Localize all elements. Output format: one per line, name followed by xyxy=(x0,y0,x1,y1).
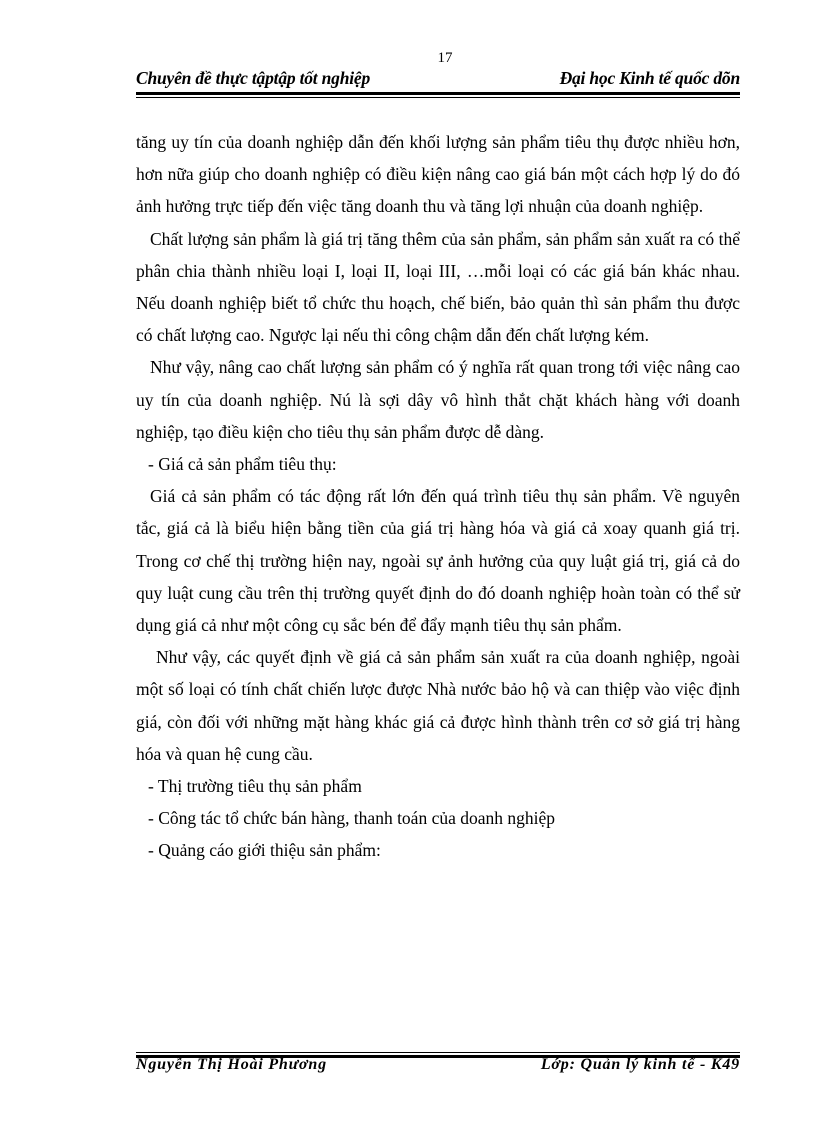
header-title: Chuyên đề thực tậptập tốt nghiệp xyxy=(136,68,371,88)
paragraph-4: Giá cả sản phẩm có tác động rất lớn đến quá trình tiêu thụ sản phẩm. Về nguyên tắc, giá cả là biểu hiện bằng tiền của giá trị hàng hóa và giá cả xoay quanh giá trị. Trong cơ chế thị trường hiện nay, ngoài sự ảnh hưởng của quy luật giá trị, giá cả do quy luật cung cầu trên thị trường quyết định do đó doanh nghiệp hoàn toàn có thể sử dụng giá cả như một công cụ sắc bén để đẩy mạnh tiêu thụ sản phẩm. xyxy=(136,486,740,636)
document-body xyxy=(136,126,740,867)
footer-author: Nguyễn Thị Hoài Phương xyxy=(136,1056,327,1073)
page-number: 17 xyxy=(437,50,453,66)
list-item-advertising: - Quảng cáo giới thiệu sản phẩm: xyxy=(148,840,381,861)
header-rule xyxy=(136,92,740,95)
header-institution: Đại học Kinh tế quốc dõn xyxy=(559,68,740,88)
list-item-market: - Thị trường tiêu thụ sản phẩm xyxy=(148,776,362,797)
page-header xyxy=(136,66,740,92)
footer-class: Lớp: Quản lý kinh tế - K49 xyxy=(540,1056,740,1073)
page-footer xyxy=(136,1056,740,1080)
paragraph-3: Như vậy, nâng cao chất lượng sản phẩm có ý nghĩa rất quan trong tới việc nâng cao uy tín của doanh nghiệp. Nú là sợi dây vô hình thắt chặt khách hàng với doanh nghiệp, tạo điều kiện cho tiêu thụ sản phẩm được dễ dàng. xyxy=(136,357,740,442)
list-item-sales: - Công tác tổ chức bán hàng, thanh toán của doanh nghiệp xyxy=(148,808,556,829)
paragraph-1: tăng uy tín của doanh nghiệp dẫn đến khối lượng sản phẩm tiêu thụ được nhiều hơn, hơn nữa giúp cho doanh nghiệp có điều kiện nâng cao giá bán một cách hợp lý do đó ảnh hưởng trực tiếp đến việc tăng doanh thu và tăng lợi nhuận của doanh nghiệp. xyxy=(136,132,740,217)
header-rule-thin xyxy=(136,97,740,98)
paragraph-2: Chất lượng sản phẩm là giá trị tăng thêm của sản phẩm, sản phẩm sản xuất ra có thể phân chia thành nhiều loại I, loại II, loại III, …mỗi loại có các giá bán khác nhau. Nếu doanh nghiệp biết tổ chức thu hoạch, chế biến, bảo quản thì sản phẩm thu được có chất lượng cao. Ngược lại nếu thi công chậm dẫn đến chất lượng kém. xyxy=(136,228,740,346)
paragraph-5: Như vậy, các quyết định về giá cả sản phẩm sản xuất ra của doanh nghiệp, ngoài một số loại có tính chất chiến lược được Nhà nước bảo hộ và can thiệp vào việc định giá, còn đối với những mặt hàng khác giá cả được hình thành trên cơ sở giá trị hàng hóa và quan hệ cung cầu. xyxy=(136,647,740,764)
footer-rule-thin xyxy=(136,1052,740,1053)
list-item-price: - Giá cả sản phẩm tiêu thụ: xyxy=(148,454,337,475)
